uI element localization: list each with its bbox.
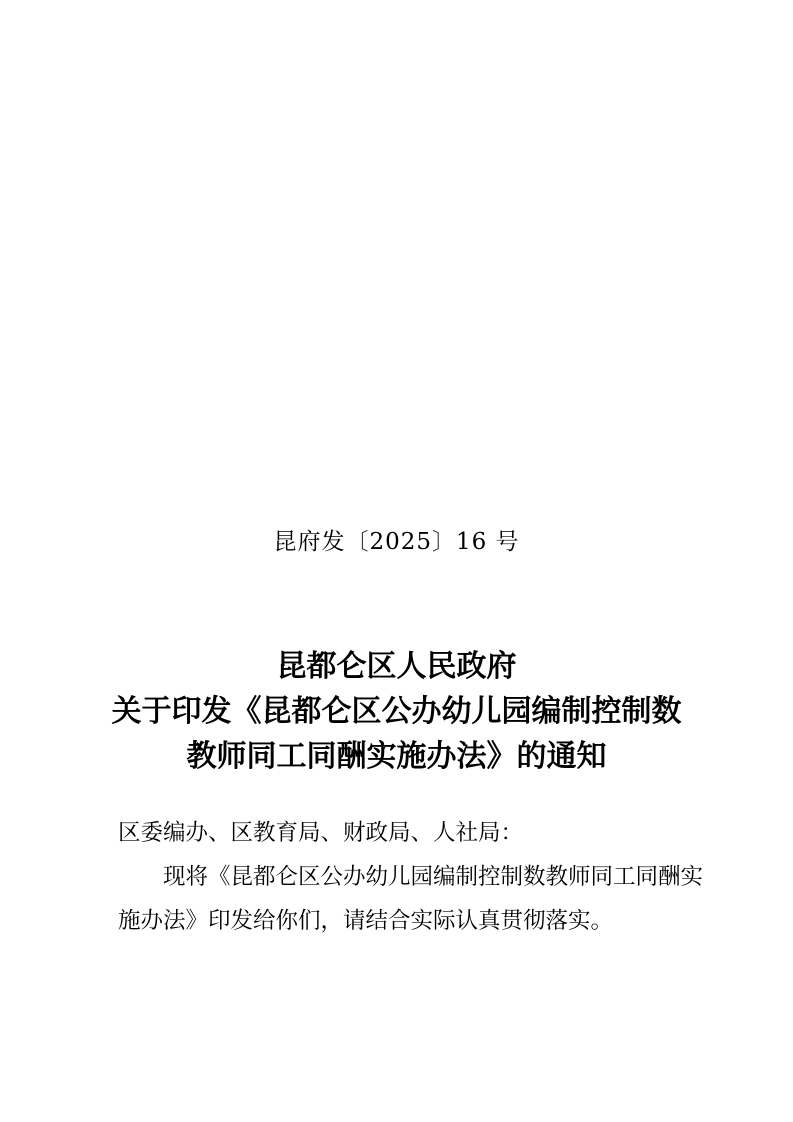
doc-number: 昆府发〔2025〕16 号 [273,529,520,555]
document-title [0,644,793,779]
title-line-subject-2: 教师同工同酬实施办法》的通知 [186,740,607,773]
document-body [118,811,704,943]
title-line-subject-1: 关于印发《昆都仑区公办幼儿园编制控制数 [111,695,682,728]
title-line-issuer: 昆都仑区人民政府 [276,650,517,683]
salutation-line: 区委编办、区教育局、财政局、人社局： [118,820,524,845]
body-paragraph-line-1: 现将《昆都仑区公办幼儿园编制控制数教师同工同酬实 [163,864,704,889]
body-paragraph-line-2: 施办法》印发给你们，请结合实际认真贯彻落实。 [118,908,614,933]
